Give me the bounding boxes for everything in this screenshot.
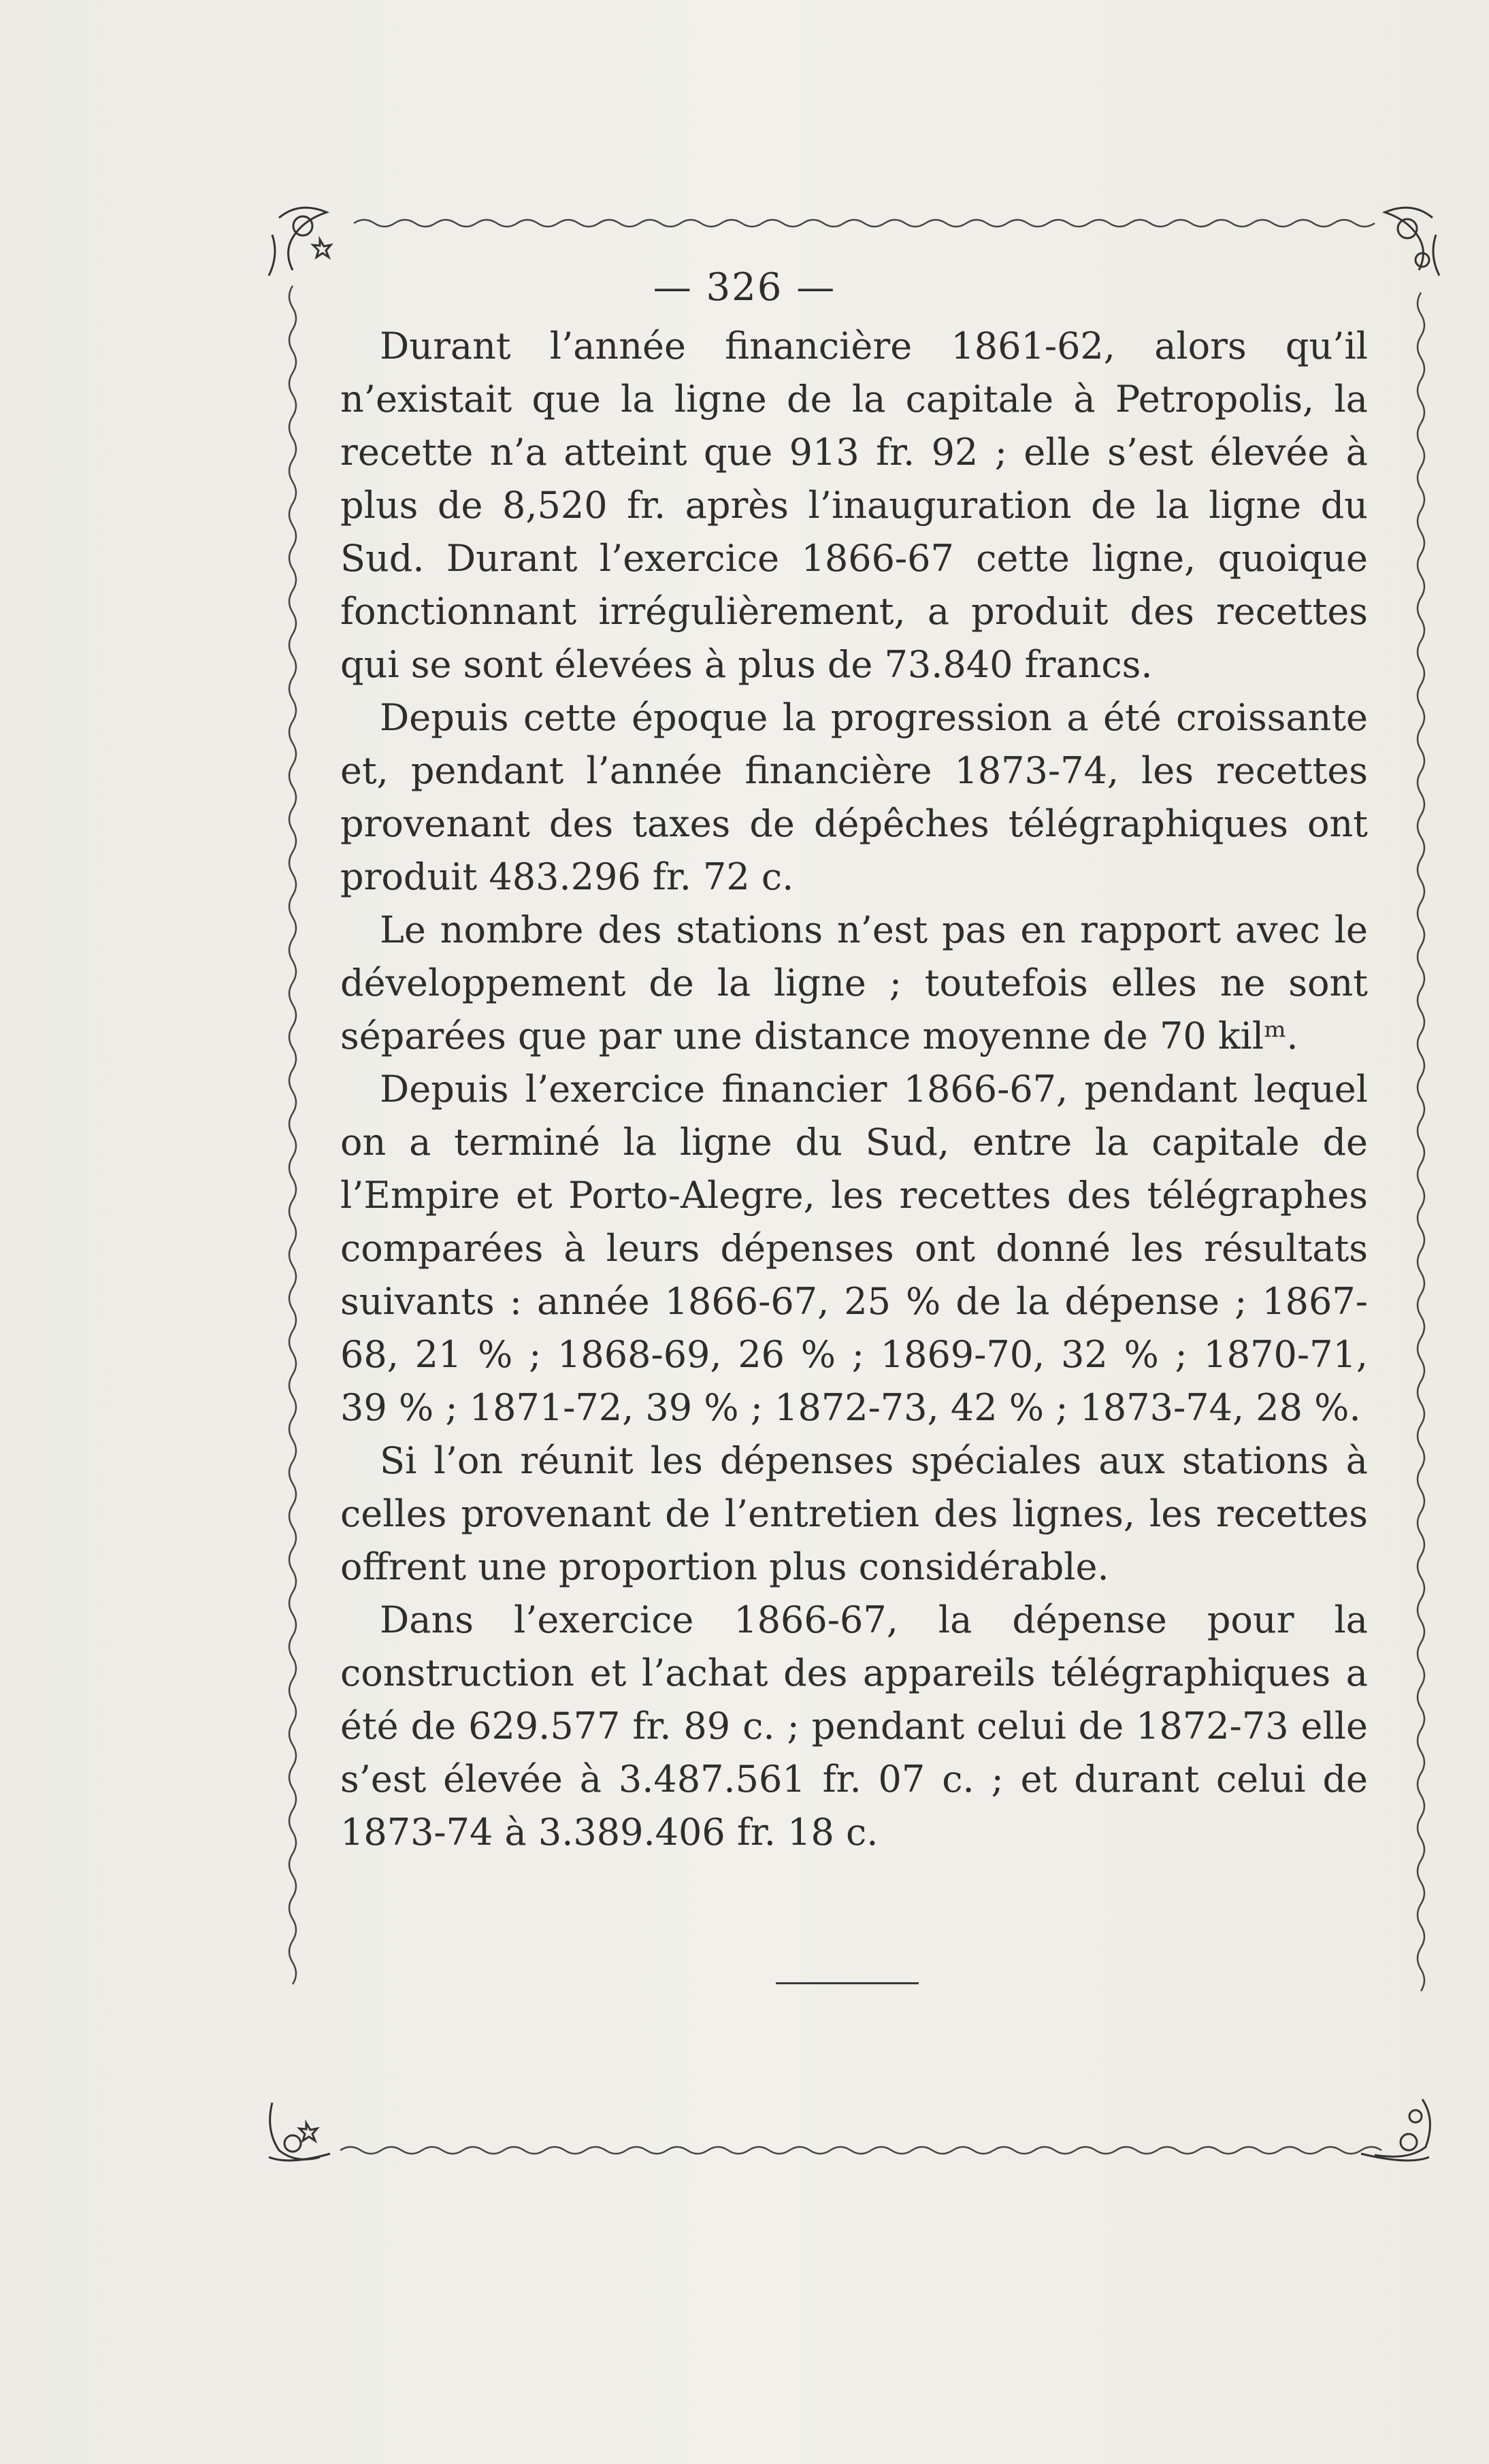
- frame-bottom-border: [340, 2147, 1381, 2154]
- paragraph: Si l’on réunit les dépenses spéciales aux stations à celles provenant de l’entretien des lignes, les recettes offrent une proportion plus considérable.: [340, 1439, 1368, 1588]
- corner-ornament-bottom-left-icon: [269, 2103, 330, 2161]
- paragraph: Depuis l’exercice financier 1866-67, pendant lequel on a terminé la ligne du Sud, entre la capitale de l’Empire et Porto-Alegre, les recettes des télégraphes comparées à leurs dépenses ont donné les résultats suivants : année 1866-67, 25 % de la dépense ; 1867-68, 21 % ; 1868-69, 26 % ; 1869-70, 32 % ; 1870-71, 39 % ; 1871-72, 39 % ; 1872-73, 42 % ; 1873-74, 28 %.: [340, 1068, 1368, 1429]
- corner-ornament-bottom-right-icon: [1361, 2099, 1430, 2161]
- paragraph: Dans l’exercice 1866-67, la dépense pour la construction et l’achat des appareils télégraphiques a été de 629.577 fr. 89 c. ; pendant celui de 1872-73 elle s’est élevée à 3.487.561 fr. 07 c. ; et durant celui de 1873-74 à 3.389.406 fr. 18 c.: [340, 1598, 1368, 1854]
- frame-top-border: [354, 220, 1375, 227]
- page-number: — 326 —: [653, 265, 836, 310]
- body-text: [340, 320, 1368, 1859]
- frame-right-border: [1418, 293, 1424, 1991]
- frame-left-border: [289, 286, 296, 1984]
- paragraph: Durant l’année financière 1861-62, alors qu’il n’existait que la ligne de la capitale à Petropolis, la recette n’a atteint que 913 fr. 92 ; elle s’est élevée à plus de 8,520 fr. après l’inauguration de la ligne du Sud. Durant l’exercice 1866-67 cette ligne, quoique fonctionnant irrégulièrement, a produit des recettes qui se sont élevées à plus de 73.840 francs.: [340, 325, 1368, 686]
- closing-rule: [776, 1982, 919, 1984]
- paragraph: Le nombre des stations n’est pas en rapport avec le développement de la ligne ; toutefois elles ne sont séparées que par une distance moyenne de 70 kilᵐ.: [340, 908, 1368, 1057]
- paragraph: Depuis cette époque la progression a été croissante et, pendant l’année financière 1873-74, les recettes provenant des taxes de dépêches télégraphiques ont produit 483.296 fr. 72 c.: [340, 696, 1368, 898]
